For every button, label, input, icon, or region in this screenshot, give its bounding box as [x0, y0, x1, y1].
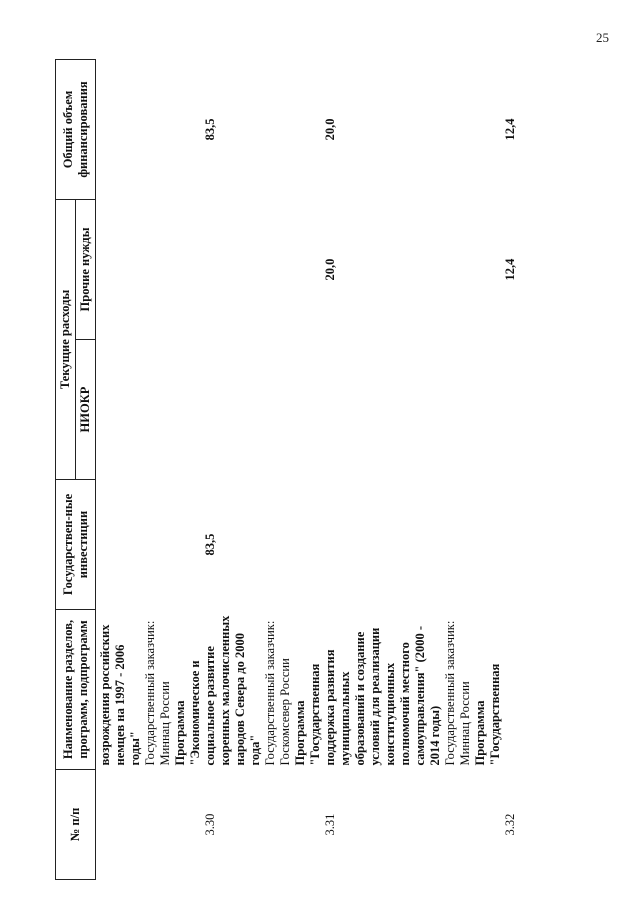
row-name	[96, 610, 174, 770]
row-name	[293, 610, 473, 770]
row-num: 3.30	[203, 813, 217, 836]
table-row	[96, 59, 174, 879]
table-row	[173, 59, 293, 879]
row-other: 12,4	[503, 258, 517, 281]
row-name-title: возрождения российских немцев на 1997 - 2006 годы"	[98, 624, 142, 766]
row-invest	[96, 480, 174, 610]
row-total	[96, 59, 174, 199]
rotated-table-sheet	[55, 60, 595, 880]
row-name	[473, 610, 518, 770]
row-name	[173, 610, 293, 770]
row-total: 12,4	[503, 118, 517, 141]
table-row	[473, 59, 518, 879]
header-current-expenses: Текущие расходы	[56, 199, 76, 479]
row-niokr	[473, 340, 518, 480]
row-total: 20,0	[323, 118, 337, 141]
row-invest	[473, 480, 518, 610]
row-total: 83,5	[203, 118, 217, 141]
row-niokr	[173, 340, 293, 480]
row-num: 3.32	[503, 813, 517, 836]
row-name-title: Программа "Государственная	[473, 663, 502, 766]
header-niokr: НИОКР	[76, 340, 96, 480]
header-total: Общий объем финансирования	[56, 59, 96, 199]
table-row	[293, 59, 473, 879]
row-niokr	[293, 340, 473, 480]
row-name-title: Программа "Экономическое и социальное развитие коренных малочисленных народов Севера до 2000 года"	[173, 615, 262, 766]
row-other: 20,0	[323, 258, 337, 281]
row-other	[96, 199, 174, 339]
header-num: № п/п	[56, 770, 96, 880]
row-invest	[293, 480, 473, 610]
row-name-customer: Государственный заказчик: Госкомсевер России	[263, 620, 292, 766]
row-name-customer: Государственный заказчик: Миннац России	[143, 620, 172, 766]
row-num: 3.31	[323, 813, 337, 836]
row-invest: 83,5	[203, 533, 217, 556]
header-invest: Государствен-ные инвестиции	[56, 480, 96, 610]
row-num	[96, 770, 174, 880]
row-name-title: Программа "Государственная поддержка развития муниципальных образований и создание условий для реализации конституционных полномочий местного самоуправления" (2000 - 2014 годы)	[293, 625, 442, 766]
header-other: Прочие нужды	[76, 199, 96, 339]
page-number: 25	[596, 30, 609, 45]
header-name: Наименование разделов, программ, подпрограмм	[56, 610, 96, 770]
row-other	[173, 199, 293, 339]
row-niokr	[96, 340, 174, 480]
financing-table	[55, 59, 518, 880]
row-name-customer: Государственный заказчик: Миннац России	[443, 620, 472, 766]
